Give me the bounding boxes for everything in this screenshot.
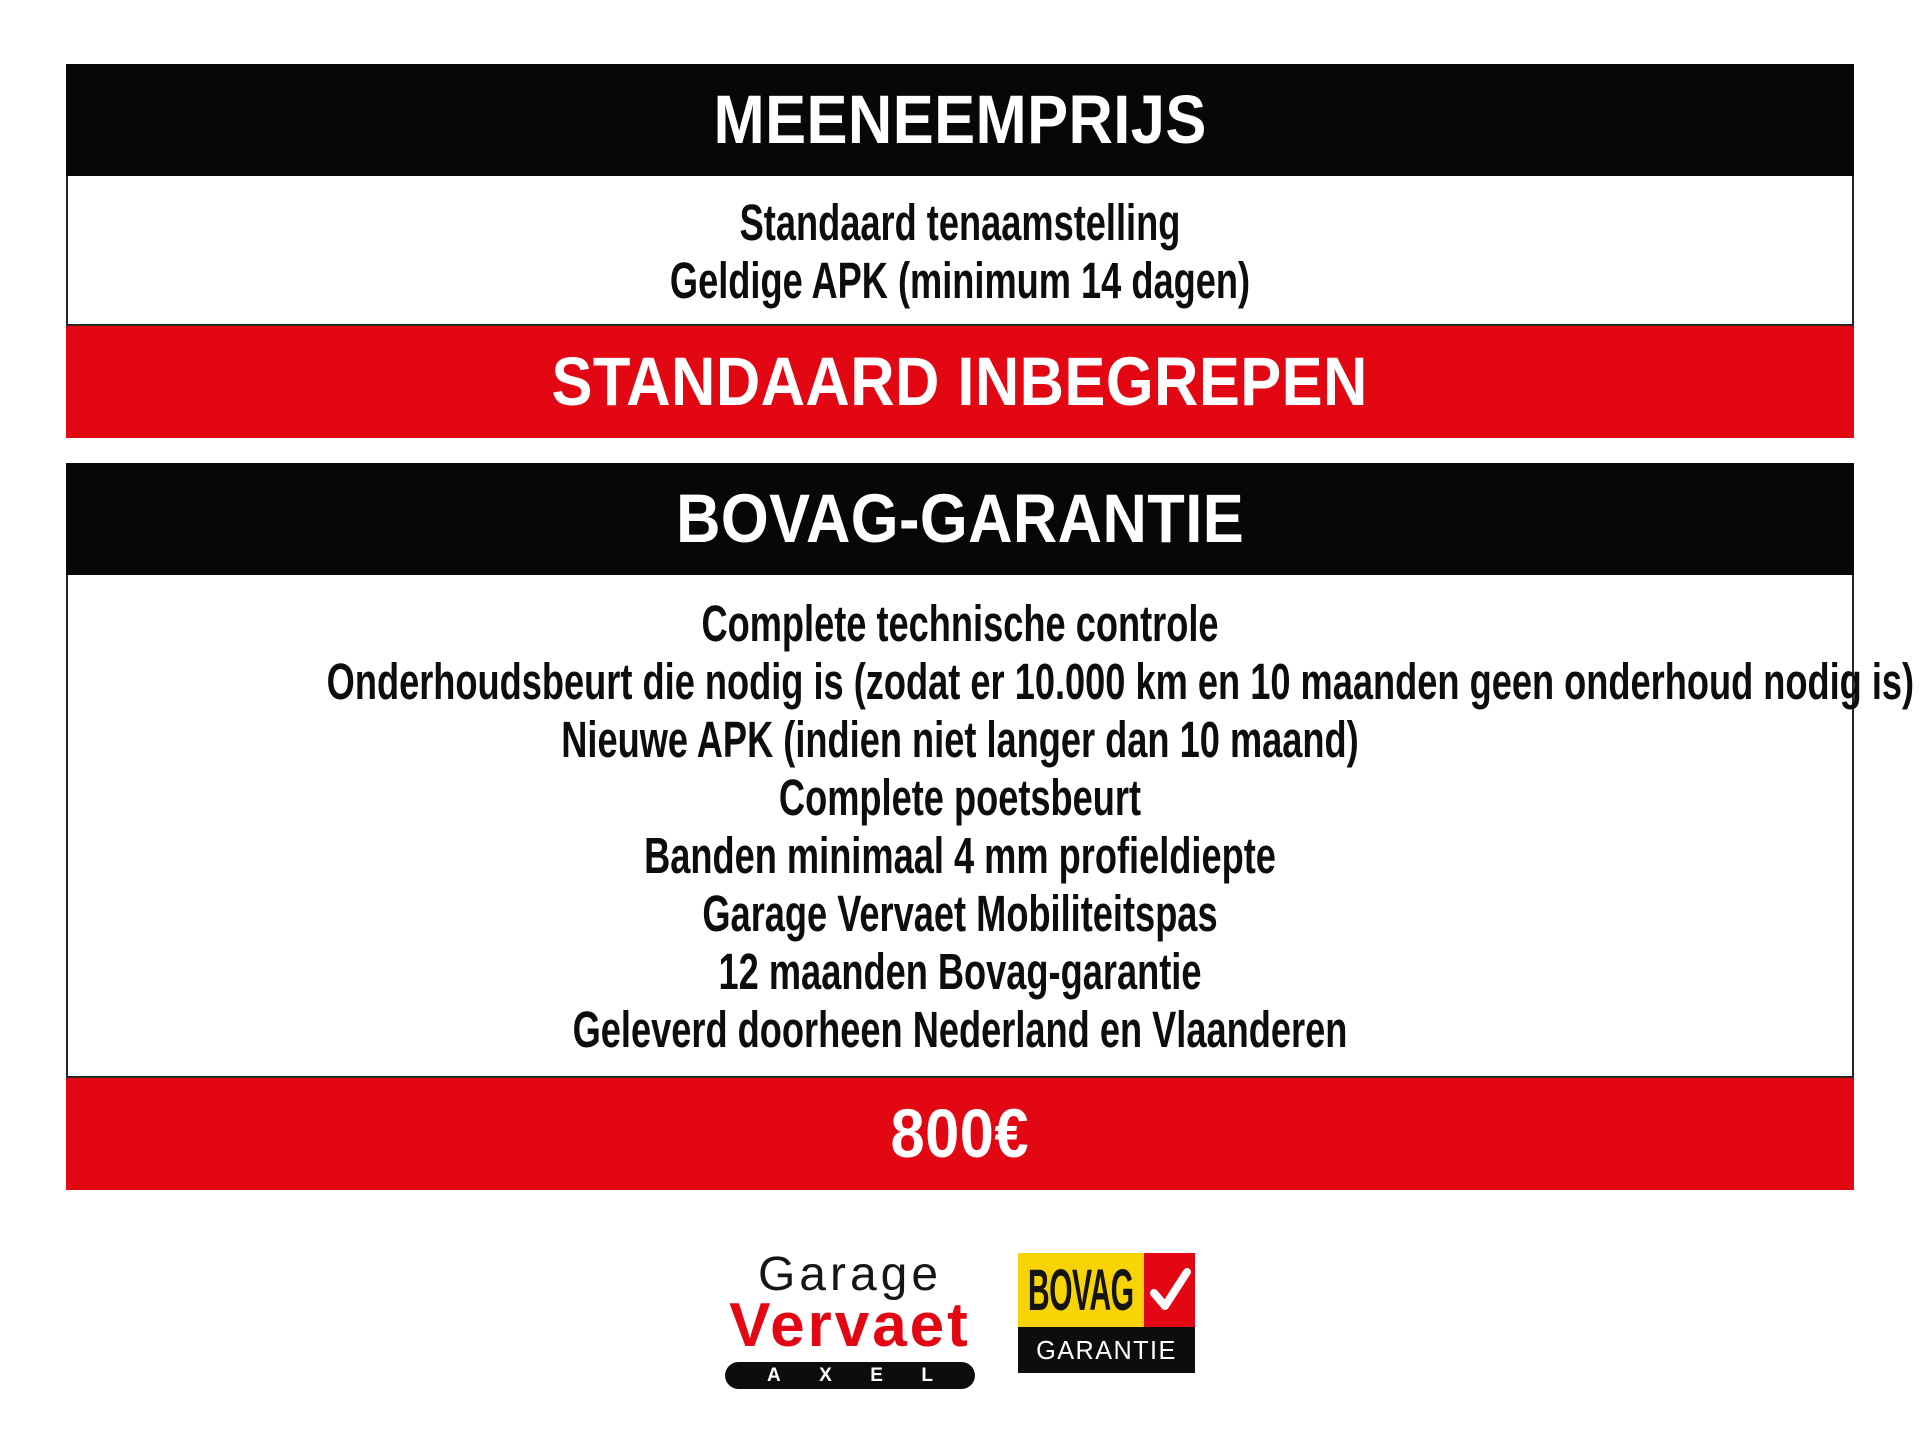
price-banner: [66, 1078, 1854, 1190]
standaard-inbegrepen-label: STANDAARD INBEGREPEN: [551, 343, 1369, 420]
axel-badge: [725, 1362, 975, 1389]
axel-badge-letter: X: [819, 1365, 832, 1386]
bovag-item: Geleverd doorheen Nederland en Vlaanderen: [572, 1001, 1348, 1058]
bovag-item: Garage Vervaet Mobiliteitspas: [702, 885, 1218, 942]
price-poster: [66, 64, 1915, 1389]
meeneemprijs-item: Standaard tenaamstelling: [739, 194, 1181, 251]
axel-badge-letter: L: [921, 1365, 933, 1386]
bovag-logo-top-row: [1018, 1253, 1195, 1327]
meeneemprijs-item: Geldige APK (minimum 14 dagen): [669, 252, 1251, 309]
axel-badge-letter: E: [870, 1365, 883, 1386]
garage-logo-word: Garage: [757, 1248, 943, 1301]
price-value: 800€: [890, 1095, 1030, 1172]
bovag-garantie-logo: [1018, 1253, 1195, 1373]
bovag-item: 12 maanden Bovag-garantie: [718, 943, 1202, 1000]
bovag-item: Complete technische controle: [701, 595, 1219, 652]
check-icon: [1149, 1266, 1191, 1314]
axel-badge-letter: A: [767, 1365, 781, 1386]
bovag-garantie-header-bar: [66, 463, 1854, 575]
vervaet-logo-word: Vervaet: [729, 1291, 971, 1360]
bovag-garantie-panel: [66, 575, 1915, 1078]
garantie-logo-word: GARANTIE: [1036, 1334, 1177, 1365]
bovag-logo-red-box: [1144, 1253, 1195, 1327]
meeneemprijs-header-bar: [66, 64, 1854, 176]
standaard-inbegrepen-banner: [66, 326, 1854, 438]
bovag-item: Onderhoudsbeurt die nodig is (zodat er 10.000 km en 10 maanden geen onderhoud nodig is): [326, 653, 1915, 710]
section-divider-gap: [66, 438, 1854, 463]
meeneemprijs-panel: [66, 176, 1854, 326]
bovag-item: Banden minimaal 4 mm profieldiepte: [644, 827, 1276, 884]
bovag-item: Nieuwe APK (indien niet langer dan 10 maand): [561, 711, 1359, 768]
garage-vervaet-logo: [725, 1248, 975, 1389]
meeneemprijs-title: MEENEEMPRIJS: [713, 81, 1207, 158]
bovag-logo-yellow-box: [1018, 1253, 1144, 1327]
footer-logos: [66, 1248, 1854, 1389]
bovag-item: Complete poetsbeurt: [778, 769, 1142, 826]
bovag-garantie-title: BOVAG-GARANTIE: [675, 480, 1245, 557]
bovag-logo-word: BOVAG: [1028, 1257, 1134, 1323]
bovag-logo-black-bar: [1018, 1327, 1195, 1373]
